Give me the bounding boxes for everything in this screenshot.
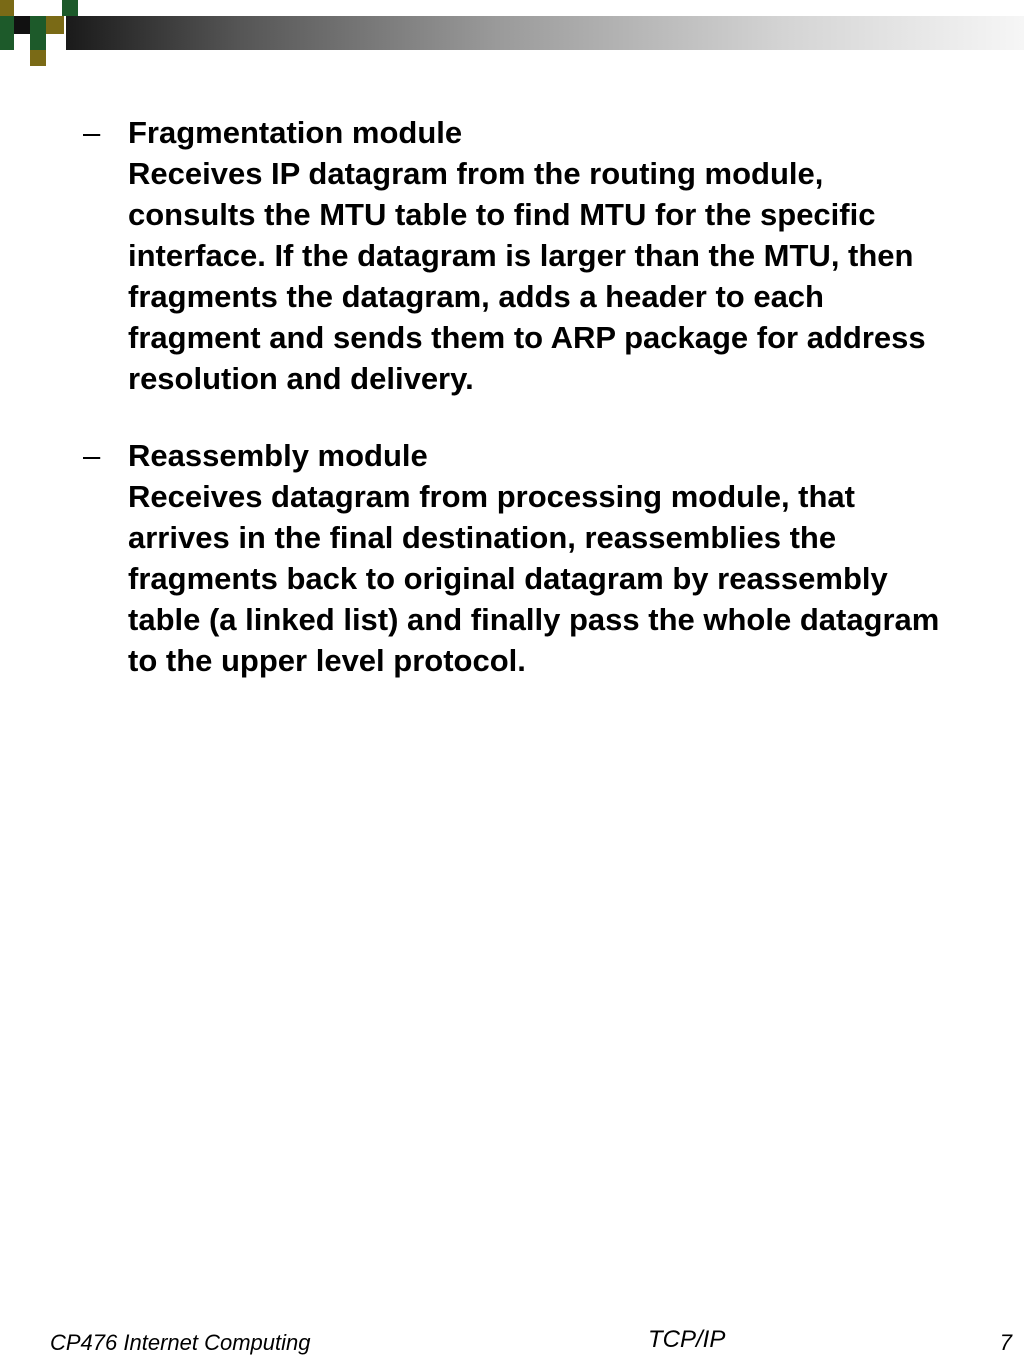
checkered-logo-icon [0,0,80,70]
dash-marker: – [83,115,101,150]
slide-content [80,112,950,717]
footer-course: CP476 Internet Computing [50,1330,311,1355]
item-heading: Fragmentation module [128,115,463,150]
item-description: Receives datagram from processing module, that arrives in the final destination, reassemblies the fragments back to original datagram by reassembly table (a linked list) and finally pass the whole datagram to the upper level protocol. [128,479,940,678]
footer-topic: TCP/IP [648,1326,726,1353]
footer-page-number: 7 [999,1330,1012,1355]
bullet-item-fragmentation [80,112,950,399]
dash-marker: – [83,438,101,473]
header-gradient-band [66,16,1024,50]
slide-footer [0,1326,1024,1362]
slide-header-bar [0,0,1024,70]
item-description: Receives IP datagram from the routing module, consults the MTU table to find MTU for the specific interface. If the datagram is larger than the MTU, then fragments the datagram, adds a header to each fragment and sends them to ARP package for address resolution and delivery. [128,156,926,396]
bullet-item-reassembly [80,435,950,681]
item-heading: Reassembly module [128,438,428,473]
